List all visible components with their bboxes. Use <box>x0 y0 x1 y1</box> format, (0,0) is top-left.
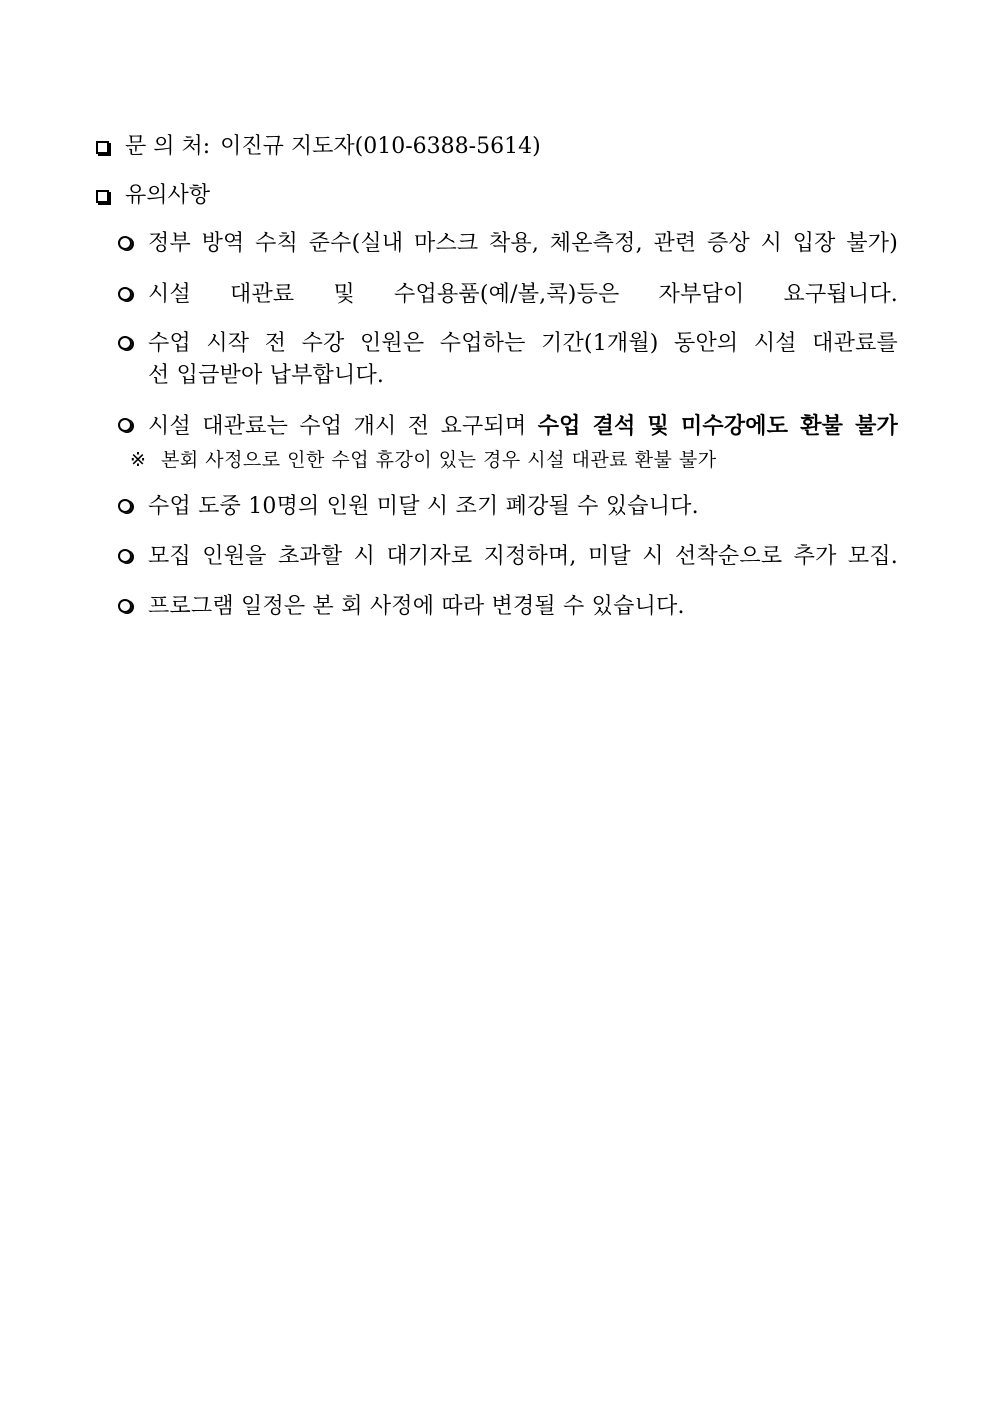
refund-note <box>130 447 717 473</box>
circle-bullet-icon <box>118 549 132 563</box>
notice-item-3 <box>118 328 898 392</box>
contact-label: 문 의 처: <box>125 134 211 159</box>
contact-value: 이진규 지도자(010-6388-5614) <box>220 134 541 159</box>
circle-bullet-icon <box>118 418 132 432</box>
circle-bullet-icon <box>118 499 132 513</box>
notice-item-4 <box>118 410 898 443</box>
notice-text: 모집 인원을 초과할 시 대기자로 지정하며, 미달 시 선착순으로 추가 모집. <box>148 544 898 569</box>
reference-mark: ※ <box>130 449 147 471</box>
notice-item-5 <box>118 491 898 523</box>
circle-bullet-icon <box>118 236 132 250</box>
circle-bullet-icon <box>118 599 132 613</box>
refund-note-text: 본회 사정으로 인한 수업 휴강이 있는 경우 시설 대관료 환불 불가 <box>160 449 717 471</box>
notice-text-bold: 수업 결석 및 미수강에도 환불 불가 <box>537 413 898 439</box>
notice-text-normal: 시설 대관료는 수업 개시 전 요구되며 <box>148 414 538 439</box>
circle-bullet-icon <box>118 287 132 301</box>
contact-line <box>96 133 541 161</box>
notice-item-1 <box>118 228 898 260</box>
notice-text-line1: 수업 시작 전 수강 인원은 수업하는 기간(1개월) 동안의 시설 대관료를 <box>148 331 898 356</box>
square-bullet-icon <box>96 190 109 203</box>
notes-heading-text: 유의사항 <box>125 183 211 208</box>
square-bullet-icon <box>96 141 109 154</box>
notice-text: 프로그램 일정은 본 회 사정에 따라 변경될 수 있습니다. <box>148 594 685 619</box>
notice-item-6 <box>118 541 898 573</box>
notice-text-line2: 선 입금받아 납부합니다. <box>148 363 385 388</box>
notes-heading <box>96 182 210 210</box>
notice-item-2 <box>118 279 898 311</box>
notice-text: 시설 대관료 및 수업용품(예/볼,콕)등은 자부담이 요구됩니다. <box>148 282 898 307</box>
notice-text: 수업 도중 10명의 인원 미달 시 조기 폐강될 수 있습니다. <box>148 494 699 519</box>
notice-text <box>148 410 898 443</box>
notice-text: 정부 방역 수칙 준수(실내 마스크 착용, 체온측정, 관련 증상 시 입장 불가) <box>148 231 898 256</box>
circle-bullet-icon <box>118 336 132 350</box>
notice-item-7 <box>118 591 898 623</box>
